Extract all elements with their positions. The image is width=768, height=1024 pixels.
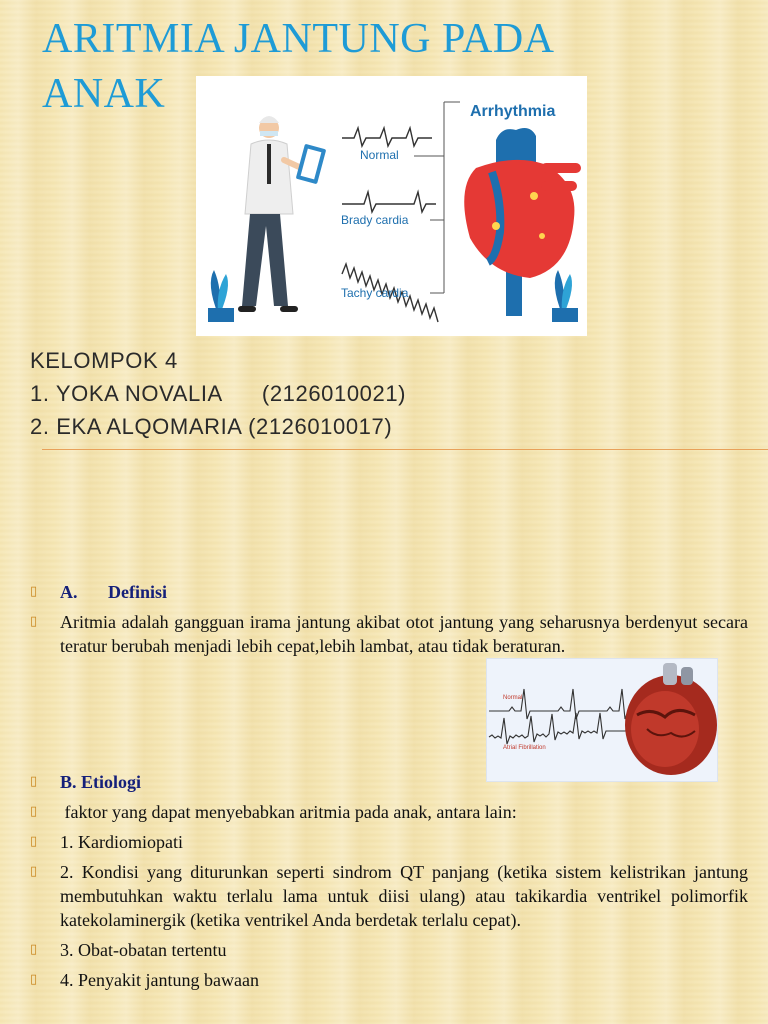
bullet-icon: ▯ xyxy=(30,834,38,849)
afib-wave xyxy=(489,713,626,744)
etiologi-item: 4. Penyakit jantung bawaan xyxy=(60,970,259,990)
etiologi-item: 1. Kardiomiopati xyxy=(60,832,183,852)
arrhythmia-illustration xyxy=(196,76,587,336)
bullet-icon: ▯ xyxy=(30,614,38,629)
plant-right-icon xyxy=(552,270,578,322)
bullet-icon: ▯ xyxy=(30,774,38,789)
title-line-2: ANAK xyxy=(42,71,166,117)
member-2: 2. EKA ALQOMARIA (2126010017) xyxy=(30,414,393,439)
bullet-icon: ▯ xyxy=(30,804,38,819)
list-item xyxy=(30,968,748,992)
heart-icon xyxy=(625,663,717,775)
group-name: KELOMPOK 4 xyxy=(30,348,178,373)
list-item xyxy=(30,830,748,854)
list-item xyxy=(30,610,748,658)
ekg-heart-svg xyxy=(487,659,717,781)
bullet-icon: ▯ xyxy=(30,864,38,879)
illustration-heading: Arrhythmia xyxy=(470,103,556,120)
label-afib: Atrial Fibrillation xyxy=(503,745,546,751)
divider-line xyxy=(42,449,768,450)
etiologi-heading: B. Etiologi xyxy=(60,772,142,792)
normal-ecg-wave xyxy=(342,128,432,146)
brady-ecg-wave xyxy=(342,192,436,212)
ekg-heart-image xyxy=(486,658,718,782)
list-item xyxy=(30,938,748,962)
title-line-1: ARITMIA JANTUNG PADA xyxy=(42,16,555,62)
etiologi-item: 2. Kondisi yang diturunkan seperti sindrom QT panjang (ketika sistem kelistrikan jantung membutuhkan waktu terlalu lama untuk diisi ulang) atau takikardia ventrikel polimorfik katekolaminergik (ketika ventrikel Anda berdetak terlalu cepat). xyxy=(60,862,748,930)
bullet-icon: ▯ xyxy=(30,942,38,957)
plant-left-icon xyxy=(208,270,234,322)
label-brady: Brady cardia xyxy=(341,213,409,227)
list-item xyxy=(30,800,748,824)
content-list xyxy=(30,580,748,998)
definisi-text: Aritmia adalah gangguan irama jantung akibat otot jantung yang seharusnya berdenyut secara teratur berubah menjadi lebih cepat,lebih lambat, atau tidak beraturan. xyxy=(60,612,748,656)
bullet-icon: ▯ xyxy=(30,972,38,987)
doctor-figure xyxy=(238,116,326,312)
etiologi-item: faktor yang dapat menyebabkan aritmia pada anak, antara lain: xyxy=(60,802,517,822)
bullet-icon: ▯ xyxy=(30,584,38,599)
etiologi-item: 3. Obat-obatan tertentu xyxy=(60,940,227,960)
label-normal: Normal xyxy=(360,148,399,162)
definisi-heading: A. Definisi xyxy=(60,582,168,602)
group-members xyxy=(30,344,406,443)
list-item xyxy=(30,860,748,932)
label-normal-rhythm: Normal xyxy=(503,695,523,701)
arrhythmia-illustration-svg xyxy=(196,76,587,336)
label-tachy: Tachy cardia xyxy=(341,286,409,300)
member-1: 1. YOKA NOVALIA (2126010021) xyxy=(30,381,407,406)
content-slide xyxy=(0,576,768,1024)
list-item xyxy=(30,580,748,604)
